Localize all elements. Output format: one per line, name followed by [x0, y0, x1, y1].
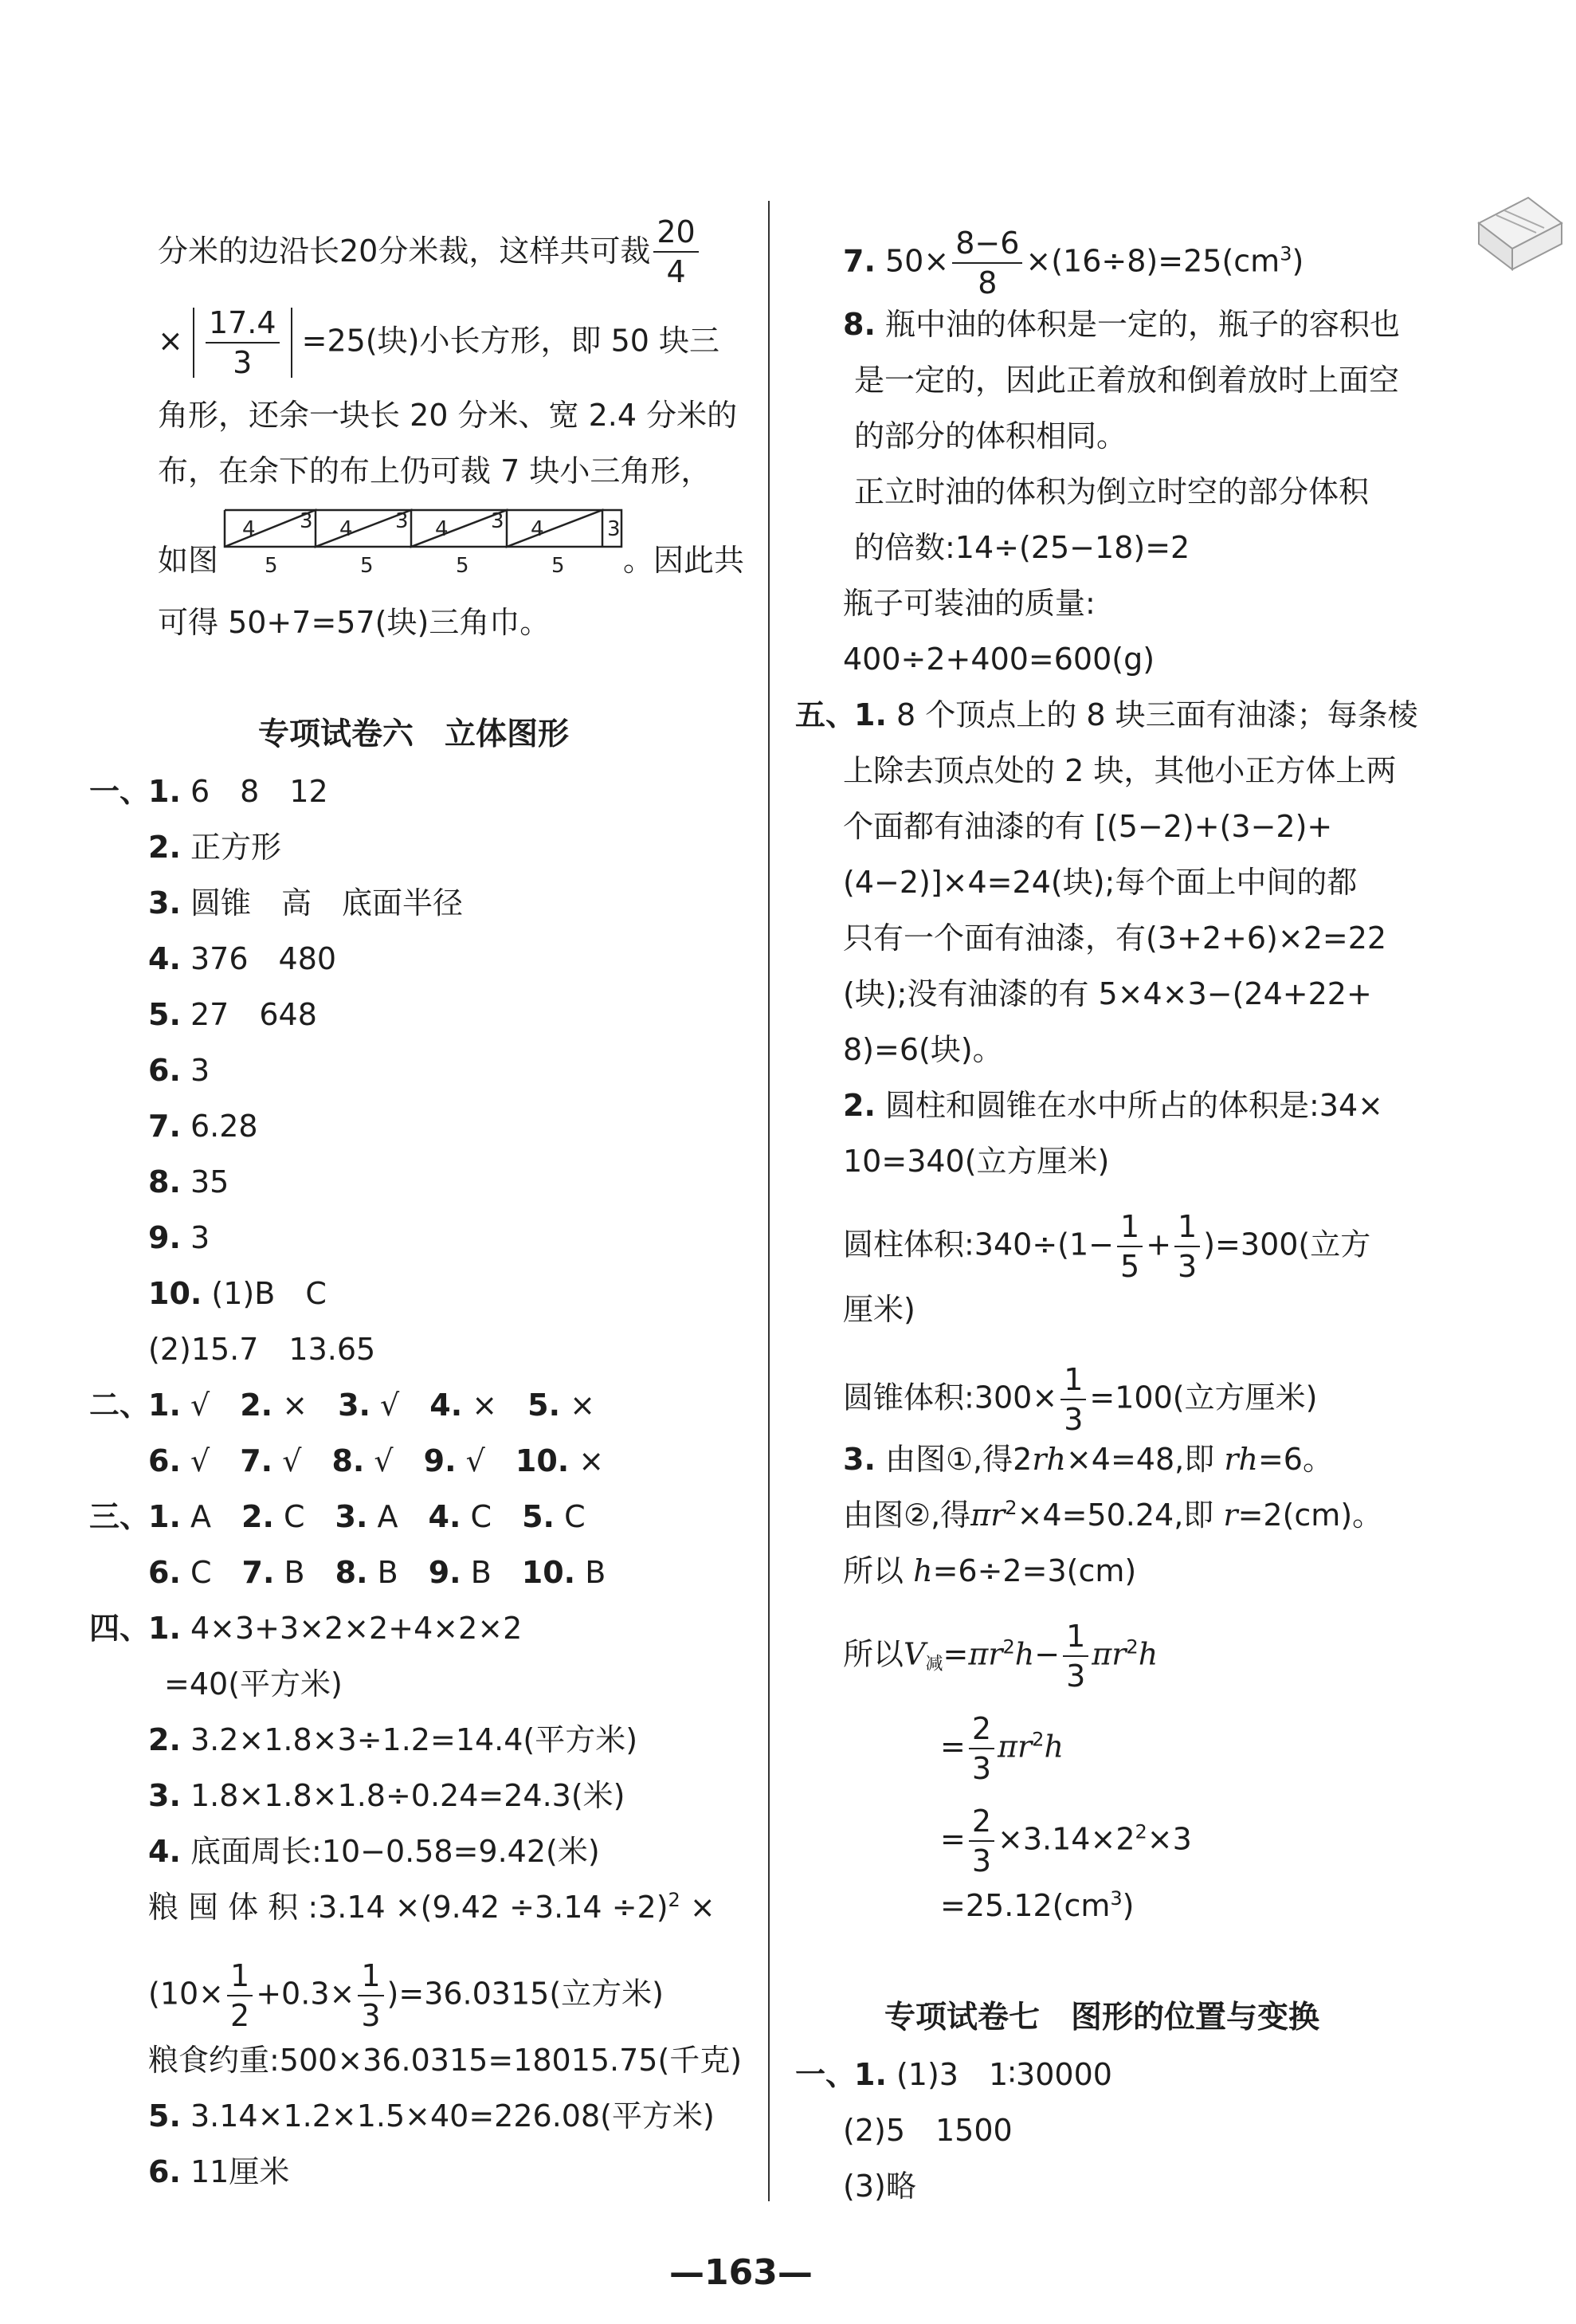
fig-label: 5	[551, 554, 565, 578]
section-title-6: 专项试卷六 立体图形	[258, 716, 570, 752]
answer-line: = $\frac{2}{3}$ $\pi r^2h$	[940, 1711, 1064, 1786]
answer-item: 3. 圆锥 高 底面半径	[148, 885, 463, 921]
answer-line: 粮食约重:500×36.0315=18015.75(千克)	[148, 2043, 743, 2078]
part-label-3: 三、	[89, 1499, 151, 1534]
answer-item: 8. 瓶中油的体积是一定的，瓶子的容积也	[843, 307, 1400, 342]
answer-line: 圆柱体积:340÷(1− $\frac{1}{5}$ + $\frac{1}{3}$ )=300(立方	[843, 1209, 1371, 1284]
fraction: $\frac{20}{4}$	[653, 217, 698, 287]
answer-line: 的倍数:14÷(25−18)=2	[854, 530, 1190, 565]
column-divider	[768, 201, 770, 2201]
triangle-cutting-figure	[220, 507, 626, 579]
answer-line: (块);没有油漆的有 5×4×3−(24+22+	[843, 976, 1372, 1011]
answer-line: 厘米)	[843, 1292, 915, 1327]
section-title-7: 专项试卷七 图形的位置与变换	[884, 2000, 1320, 2035]
answer-line: 10=340(立方厘米)	[843, 1144, 1110, 1179]
answer-line: 是一定的，因此正着放和倒着放时上面空	[854, 363, 1400, 398]
answer-item: 2. 正方形	[148, 830, 281, 865]
answer-line: (2)5 1500	[843, 2113, 1013, 2148]
answer-item: 1. 4×3+3×2×2+4×2×2	[148, 1611, 523, 1646]
cont-line-5: 如图 。因此共	[158, 543, 745, 578]
answer-item: 1. 8 个顶点上的 8 块三面有油漆；每条棱	[854, 697, 1418, 732]
answer-item: 5. 27 648	[148, 997, 317, 1032]
fig-label: 4	[435, 517, 449, 541]
cont-line-4: 布，在余下的布上仍可裁 7 块小三角形，	[158, 453, 712, 489]
answer-item: 1. 6 8 12	[148, 774, 328, 809]
answer-item: 3. 由图①,得2rh×4=48,即 rh=6。	[843, 1442, 1333, 1477]
answer-line: 圆锥体积:300× $\frac{1}{3}$ =100(立方厘米)	[843, 1362, 1318, 1437]
fig-label: 5	[456, 554, 469, 578]
fig-label: 3	[395, 509, 409, 533]
answer-item: 3. 1.8×1.8×1.8÷0.24=24.3(米)	[148, 1778, 625, 1813]
answer-item: 4. 376 480	[148, 941, 337, 976]
cont-line-6: 可得 50+7=57(块)三角巾。	[158, 605, 551, 640]
answer-item: (2)15.7 13.65	[148, 1332, 376, 1367]
fig-label: 4	[339, 517, 353, 541]
answer-line: (4−2)]×4=24(块);每个面上中间的都	[843, 865, 1358, 900]
part-label-4: 四、	[89, 1611, 151, 1646]
fig-label: 3	[607, 517, 621, 541]
fig-label: 3	[300, 509, 313, 533]
part-label-5: 五、	[795, 697, 857, 732]
answer-line: (3)略	[843, 2169, 916, 2204]
answer-item: 7. 50× $\frac{8-6}{8}$ $\times(16\div 8)=25(cm^3)$	[843, 226, 1304, 300]
answer-row: 1. A 2. C 3. A 4. C 5. C	[148, 1499, 586, 1534]
absolute-value: $\frac{17.4}{3}$	[193, 308, 292, 378]
answer-row: 6. C 7. B 8. B 9. B 10. B	[148, 1555, 606, 1590]
answer-line: 个面都有油漆的有 [(5−2)+(3−2)+	[843, 809, 1333, 844]
answer-line: = $\frac{2}{3}$ $\times 3.14\times 2^2\times 3$	[940, 1804, 1192, 1878]
answer-item: 6. 3	[148, 1053, 210, 1088]
fig-label: 5	[360, 554, 374, 578]
answer-item: 1. (1)3 1∶30000	[854, 2057, 1112, 2092]
cont-line-2: × $\frac{17.4}{3}$ =25(块)小长方形，即 50 块三	[158, 305, 719, 380]
cont-line-3: 角形，还余一块长 20 分米、宽 2.4 分米的	[158, 398, 738, 433]
answer-item: 2. 3.2×1.8×3÷1.2=14.4(平方米)	[148, 1722, 638, 1757]
answer-item: 5. 3.14×1.2×1.5×40=226.08(平方米)	[148, 2098, 715, 2134]
answer-item: 6. 11厘米	[148, 2154, 290, 2189]
answer-line: 由图②,得$\pi r^2\times 4=50.24$,即 r=2(cm)。	[843, 1497, 1383, 1533]
answer-row: 6. √ 7. √ 8. √ 9. √ 10. ×	[148, 1443, 605, 1478]
answer-line: 粮 囤 体 积 :3.14 $\times(9.42 \div 3.14 \div 2)^2$ ×	[148, 1889, 715, 1925]
fig-label: 4	[242, 517, 256, 541]
answer-row: 1. √ 2. × 3. √ 4. × 5. ×	[148, 1388, 595, 1423]
answer-line: =40(平方米)	[164, 1666, 343, 1702]
answer-line: 所以$V_减=\pi r^2h-$ $\frac{1}{3}$ $\pi r^2h$	[843, 1619, 1158, 1694]
answer-item: 8. 35	[148, 1164, 229, 1199]
publisher-stamp-icon	[1472, 191, 1568, 279]
part-label-2: 二、	[89, 1388, 151, 1423]
part-label-1: 一、	[795, 2057, 857, 2092]
fig-label: 3	[491, 509, 504, 533]
page-number: —163—	[669, 2252, 813, 2293]
part-label-1: 一、	[89, 774, 151, 809]
answer-line: 的部分的体积相同。	[854, 418, 1127, 453]
answer-item: 4. 底面周长:10−0.58=9.42(米)	[148, 1834, 600, 1869]
answer-line: 400÷2+400=600(g)	[843, 642, 1155, 677]
fig-label: 5	[265, 554, 278, 578]
answer-line: (10× $\frac{1}{2}$ +0.3× $\frac{1}{3}$ )=36.0315(立方米)	[148, 1958, 664, 2033]
answer-item: 10. (1)B C	[148, 1276, 327, 1311]
answer-line: 8)=6(块)。	[843, 1032, 1003, 1067]
answer-item: 7. 6.28	[148, 1109, 258, 1144]
answer-line: 上除去顶点处的 2 块，其他小正方体上两	[843, 753, 1397, 788]
fig-label: 4	[531, 517, 544, 541]
answer-line: 所以 h=6÷2=3(cm)	[843, 1553, 1137, 1588]
answer-line: $=25.12(cm^3)$	[940, 1887, 1135, 1923]
answer-line: 只有一个面有油漆，有(3+2+6)×2=22	[843, 921, 1387, 956]
answer-line: 瓶子可装油的质量:	[843, 586, 1096, 621]
answer-item: 2. 圆柱和圆锥在水中所占的体积是:34×	[843, 1088, 1383, 1123]
cont-line-1: 分米的边沿长20分米裁，这样共可裁 $\frac{20}{4}$	[158, 217, 702, 287]
answer-line: 正立时油的体积为倒立时空的部分体积	[854, 474, 1370, 509]
answer-item: 9. 3	[148, 1220, 210, 1255]
